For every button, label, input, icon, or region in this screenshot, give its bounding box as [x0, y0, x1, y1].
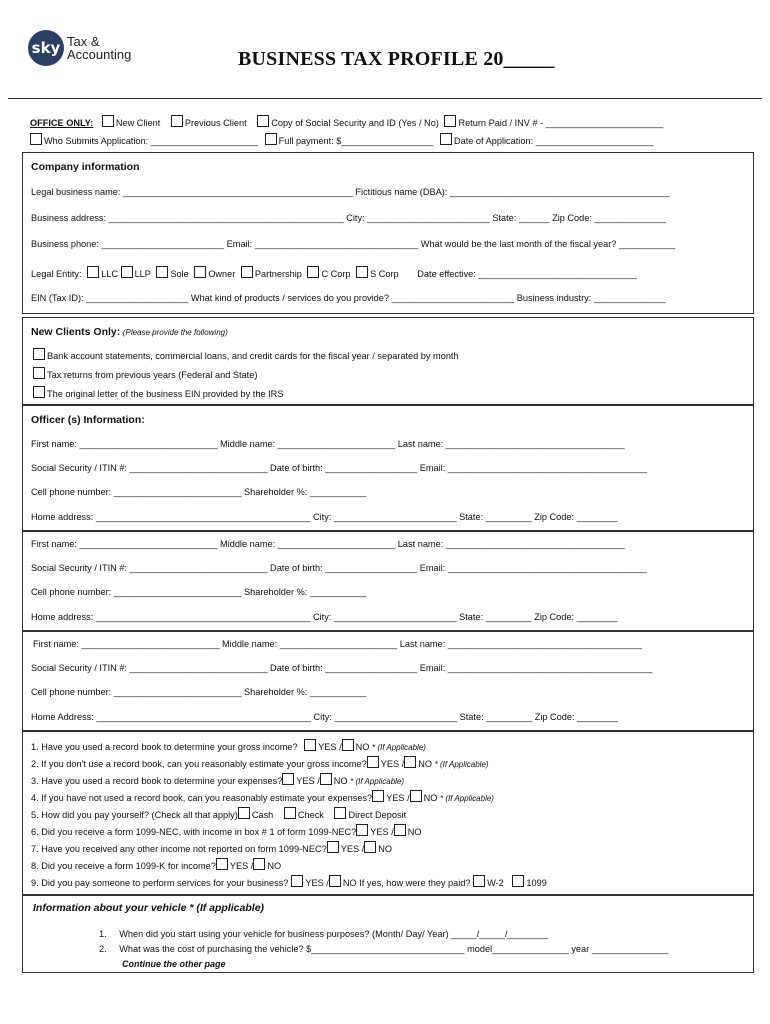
question-4: 4. If you have not used a record book, can you reasonably estimate your expenses? YES / NO * (If Applicable) — [31, 790, 494, 803]
company-row-1[interactable]: Legal business name: _____________________________________________ Fictitious name (DBA): ___________________________________________ — [31, 187, 670, 197]
question-2: 2. If you don't use a record book, can you reasonably estimate your gross income? YES / NO * (If Applicable) — [31, 756, 489, 769]
officer-1-row-3[interactable]: Cell phone number: _________________________ Shareholder %: ___________ — [31, 487, 367, 497]
question-1: 1. Have you used a record book to determine your gross income? YES / NO * (If Applicable) — [31, 739, 426, 752]
date-application-checkbox[interactable] — [440, 133, 452, 145]
officer-3-row-3[interactable]: Cell phone number: _________________________ Shareholder %: ___________ — [31, 687, 367, 697]
officer-section-1 — [22, 405, 754, 531]
new-client-item-1: Bank account statements, commercial loans, and credit cards for the fiscal year / separated by month — [33, 348, 459, 361]
new-clients-section — [22, 317, 754, 405]
company-info-section — [22, 152, 754, 314]
date-effective-field[interactable]: Date effective: _______________________________ — [417, 269, 637, 279]
logo-wordmark: Tax & Accounting — [67, 34, 132, 62]
copy-ssn-checkbox[interactable] — [257, 115, 269, 127]
officer-3-row-4[interactable]: Home Address: __________________________________________ City: ________________________ State: _________ Zip Code: ________ — [31, 712, 618, 722]
officer-1-row-2[interactable]: Social Security / ITIN #: ___________________________ Date of birth: __________________ Email: _______________________________________ — [31, 463, 648, 473]
continue-note: Continue the other page — [122, 959, 226, 969]
cash-checkbox[interactable] — [238, 807, 250, 819]
sole-checkbox[interactable] — [156, 266, 168, 278]
officer-2-row-4[interactable]: Home address: __________________________________________ City: ________________________ State: _________ Zip Code: ________ — [31, 612, 618, 622]
q7-yes-checkbox[interactable] — [327, 841, 339, 853]
company-row-3[interactable]: Business phone: ________________________ Email: ________________________________ What would be the last month of the fiscal year? ___________ — [31, 239, 676, 249]
officer-2-row-3[interactable]: Cell phone number: _________________________ Shareholder %: ___________ — [31, 587, 367, 597]
partnership-checkbox[interactable] — [241, 266, 253, 278]
q4-yes-checkbox[interactable] — [372, 790, 384, 802]
q7-no-checkbox[interactable] — [364, 841, 376, 853]
company-info-heading: Company information — [31, 161, 140, 173]
officer-1-row-4[interactable]: Home address: __________________________________________ City: ________________________ State: _________ Zip Code: ________ — [31, 512, 618, 522]
page-title: BUSINESS TAX PROFILE 20_____ — [238, 48, 555, 70]
q3-yes-checkbox[interactable] — [282, 773, 294, 785]
check-checkbox[interactable] — [284, 807, 296, 819]
q1-yes-checkbox[interactable] — [304, 739, 316, 751]
new-client-item-3: The original letter of the business EIN provided by the IRS — [33, 386, 283, 399]
q8-no-checkbox[interactable] — [253, 858, 265, 870]
officer-section-2 — [22, 531, 754, 631]
q8-yes-checkbox[interactable] — [216, 858, 228, 870]
new-clients-heading: New Clients Only: (Please provide the following) — [31, 326, 228, 338]
c-corp-checkbox[interactable] — [307, 266, 319, 278]
question-7: 7. Have you received any other income not reported on form 1099-NEC? YES / NO — [31, 841, 392, 854]
tax-returns-checkbox[interactable] — [33, 367, 45, 379]
llp-checkbox[interactable] — [121, 266, 133, 278]
bank-statements-checkbox[interactable] — [33, 348, 45, 360]
who-submits-checkbox[interactable] — [30, 133, 42, 145]
questions-section — [22, 731, 754, 895]
return-paid-checkbox[interactable] — [444, 115, 456, 127]
question-5: 5. How did you pay yourself? (Check all that apply) Cash Check Direct Deposit — [31, 807, 406, 820]
full-payment-checkbox[interactable] — [265, 133, 277, 145]
1099-checkbox[interactable] — [512, 875, 524, 887]
legal-entity-row: Legal Entity: LLC LLP Sole Owner Partnership C Corp S Corp Date effective: _______________________________ — [31, 266, 637, 279]
vehicle-section — [22, 895, 754, 973]
company-logo — [28, 30, 131, 66]
logo-mark: sky — [28, 30, 64, 66]
officer-3-row-1[interactable]: First name: ___________________________ Middle name: _______________________ Last name: ______________________________________ — [33, 639, 642, 649]
company-row-5[interactable]: EIN (Tax ID): ____________________ What kind of products / services do you provide? ________________________ Business industry: ______________ — [31, 293, 666, 303]
company-row-2[interactable]: Business address: ______________________________________________ City: ________________________ State: ______ Zip Code: ______________ — [31, 213, 667, 223]
office-row-1: OFFICE ONLY: New Client Previous Client Copy of Social Security and ID (Yes / No) Return Paid / INV # - _______________________ — [30, 115, 663, 128]
vehicle-item-2: 2. What was the cost of purchasing the vehicle? $______________________________ model_______________ year _______________ — [99, 944, 669, 954]
new-client-checkbox[interactable] — [102, 115, 114, 127]
q9-no-checkbox[interactable] — [329, 875, 341, 887]
q2-no-checkbox[interactable] — [404, 756, 416, 768]
header-divider — [8, 98, 762, 99]
officer-3-row-2[interactable]: Social Security / ITIN #: ___________________________ Date of birth: __________________ Email: ________________________________________ — [31, 663, 653, 673]
vehicle-heading: Information about your vehicle * (If applicable) — [33, 902, 265, 914]
question-3: 3. Have you used a record book to determine your expenses? YES / NO * (If Applicable) — [31, 773, 404, 786]
q4-no-checkbox[interactable] — [410, 790, 422, 802]
q1-no-checkbox[interactable] — [342, 739, 354, 751]
llc-checkbox[interactable] — [87, 266, 99, 278]
s-corp-checkbox[interactable] — [356, 266, 368, 278]
officers-heading: Officer (s) Information: — [31, 414, 145, 426]
question-8: 8. Did you receive a form 1099-K for income? YES / NO — [31, 858, 281, 871]
w2-checkbox[interactable] — [473, 875, 485, 887]
q6-yes-checkbox[interactable] — [356, 824, 368, 836]
q9-yes-checkbox[interactable] — [291, 875, 303, 887]
q3-no-checkbox[interactable] — [320, 773, 332, 785]
officer-section-3 — [22, 631, 754, 731]
officer-1-row-1[interactable]: First name: ___________________________ Middle name: _______________________ Last name: ___________________________________ — [31, 439, 625, 449]
question-6: 6. Did you receive a form 1099-NEC, with income in box # 1 of form 1099-NEC? YES / NO — [31, 824, 422, 837]
officer-2-row-1[interactable]: First name: ___________________________ Middle name: _______________________ Last name: ___________________________________ — [31, 539, 625, 549]
previous-client-checkbox[interactable] — [171, 115, 183, 127]
new-client-item-2: Tax returns from previous years (Federal and State) — [33, 367, 257, 380]
office-row-2: Who Submits Application: _____________________ Full payment: $__________________ Date of Application: _______________________ — [30, 133, 653, 146]
owner-checkbox[interactable] — [194, 266, 206, 278]
question-9: 9. Did you pay someone to perform services for your business? YES / NO If yes, how were they paid? W-2 1099 — [31, 875, 547, 888]
q6-no-checkbox[interactable] — [394, 824, 406, 836]
office-only-label: OFFICE ONLY: — [30, 118, 94, 128]
vehicle-item-1: 1. When did you start using your vehicle for business purposes? (Month/ Day/ Year) _____/_____/________ — [99, 929, 549, 939]
q2-yes-checkbox[interactable] — [367, 756, 379, 768]
direct-deposit-checkbox[interactable] — [334, 807, 346, 819]
ein-letter-checkbox[interactable] — [33, 386, 45, 398]
officer-2-row-2[interactable]: Social Security / ITIN #: ___________________________ Date of birth: __________________ Email: _______________________________________ — [31, 563, 648, 573]
